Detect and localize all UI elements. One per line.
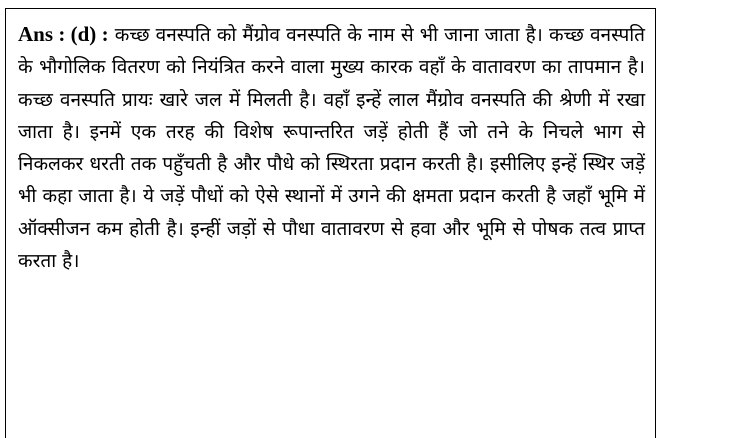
answer-paragraph bbox=[18, 18, 645, 277]
answer-box bbox=[5, 8, 656, 438]
answer-label: Ans : (d) : bbox=[18, 22, 109, 46]
answer-body: कच्छ वनस्पति को मैंग्रोव वनस्पति के नाम से भी जाना जाता है। कच्छ वनस्पति के भौगोलिक वितरण को नियंत्रित करने वाला मुख्य कारक वहाँ के वातावरण का तापमान है। कच्छ वनस्पति प्रायः खारे जल में मिलती है। वहाँ इन्हें लाल मैंग्रोव वनस्पति की श्रेणी में रखा जाता है। इनमें एक तरह की विशेष रूपान्तरित जड़ें होती हैं जो तने के निचले भाग से निकलकर धरती तक पहुँचती है और पौधे को स्थिरता प्रदान करती है। इसीलिए इन्हें स्थिर जड़ें भी कहा जाता है। ये जड़ें पौधों को ऐसे स्थानों में उगने की क्षमता प्रदान करती है जहाँ भूमि में ऑक्सीजन कम होती है। इन्हीं जड़ों से पौधा वातावरण से हवा और भूमि से पोषक तत्व प्राप्त करता है। bbox=[18, 24, 646, 273]
